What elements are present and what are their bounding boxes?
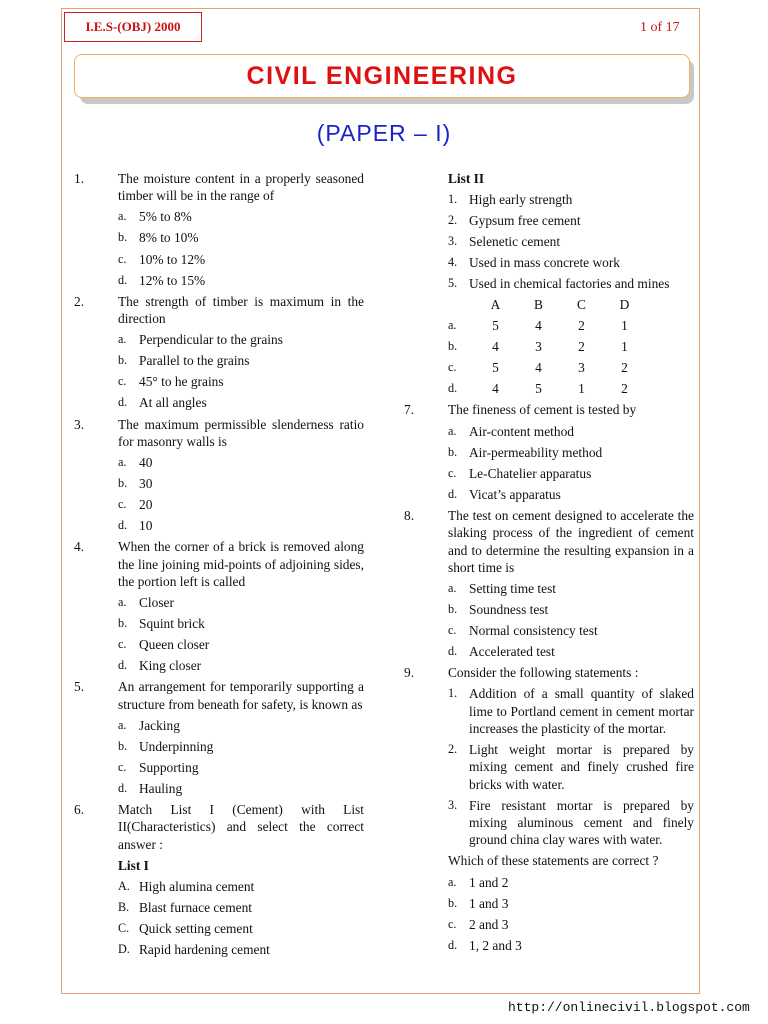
match-cell: 2 (578, 338, 585, 354)
question-number: 4. (74, 539, 85, 555)
option-text: 30 (139, 476, 153, 492)
option-text: Setting time test (469, 580, 557, 596)
match-spacer (448, 296, 474, 313)
option-text: King closer (139, 658, 202, 674)
match-cell: 5 (535, 381, 542, 397)
option (118, 759, 364, 776)
match-row-label: a. (448, 317, 457, 332)
option (118, 594, 364, 611)
question (404, 401, 694, 418)
option (118, 615, 364, 632)
question-block (74, 538, 364, 674)
match-cell: 3 (535, 338, 542, 354)
option-text: Air-permeability method (469, 444, 603, 460)
list-2-item-label: 2. (448, 213, 458, 228)
question-number: 1. (74, 171, 85, 186)
option (448, 465, 694, 482)
option-label: d. (448, 937, 458, 952)
option (448, 601, 694, 618)
match-row (448, 380, 694, 397)
question (404, 664, 694, 681)
option-text: Supporting (139, 759, 199, 775)
option-label: a. (118, 209, 127, 224)
option-text: 12% to 15% (139, 272, 206, 288)
question (74, 538, 364, 590)
option (118, 636, 364, 653)
option-label: b. (118, 616, 128, 631)
option (118, 373, 364, 390)
question-text: Match List I (Cement) with List II(Characteristics) and select the correct answer : (118, 802, 364, 852)
option (448, 874, 694, 891)
option (118, 208, 364, 225)
list-2-item-label: 4. (448, 255, 458, 270)
option-label: c. (448, 623, 457, 638)
option (448, 685, 694, 737)
list-2-item-text: Selenetic cement (469, 234, 561, 250)
option (118, 229, 364, 246)
match-row-label: d. (448, 381, 458, 396)
question-text: An arrangement for temporarily supporting a structure from beneath for safety, is known as (118, 679, 364, 712)
option-label: b. (448, 601, 458, 616)
list-2-item (448, 233, 694, 250)
match-col-head: C (577, 296, 586, 312)
option-label: c. (118, 637, 127, 652)
question-block (404, 401, 694, 503)
option (448, 622, 694, 639)
option-text: Perpendicular to the grains (139, 332, 283, 348)
question-number: 5. (74, 679, 85, 695)
question-number: 2. (74, 293, 85, 309)
option (118, 780, 364, 797)
list-1-item-text: Quick setting cement (139, 921, 253, 937)
match-cell: 3 (578, 360, 585, 376)
option-label: 3. (448, 797, 458, 812)
question (74, 170, 364, 205)
option-label: c. (448, 465, 457, 480)
option-text: Light weight mortar is prepared by mixing cement and finely crushed fire bricks with water. (469, 742, 694, 792)
match-cell: 2 (621, 360, 628, 376)
list-2-item (448, 212, 694, 229)
list-2-item-label: 3. (448, 234, 458, 249)
question-text: The strength of timber is maximum in the direction (118, 293, 364, 327)
question-block (74, 293, 364, 412)
option-label: 1. (448, 686, 458, 701)
question (74, 293, 364, 328)
option-label: a. (448, 423, 457, 438)
option-text: Le-Chatelier apparatus (469, 465, 592, 481)
option-label: a. (118, 332, 127, 347)
option (118, 657, 364, 674)
footer-url: http://onlinecivil.blogspot.com (508, 1000, 750, 1015)
question (74, 416, 364, 451)
option (448, 486, 694, 503)
option-text: Addition of a small quantity of slaked lime to Portland cement in cement mortar increases the plasticity of the mortar. (469, 686, 694, 736)
option-label: c. (118, 374, 127, 389)
left-column (74, 170, 364, 958)
option (448, 937, 694, 954)
option-label: b. (118, 230, 128, 245)
list-1-title: List I (118, 857, 149, 873)
list-2-item-text: High early strength (469, 192, 573, 208)
option-text: 5% to 8% (139, 209, 192, 225)
list-1-item-text: High alumina cement (139, 878, 255, 894)
option (118, 517, 364, 534)
match-cell: 4 (535, 360, 542, 376)
list-2-item-label: 1. (448, 192, 458, 207)
option-label: d. (118, 781, 128, 796)
option (448, 797, 694, 849)
list-1-item-label: A. (118, 878, 130, 893)
option (118, 496, 364, 513)
list-1-item-label: B. (118, 900, 130, 914)
match-cell: 5 (492, 360, 499, 376)
question-block (74, 678, 364, 797)
option (448, 444, 694, 461)
list-2-item-label: 5. (448, 276, 458, 291)
option (118, 352, 364, 369)
question-number: 3. (74, 416, 85, 432)
list-1-item-text: Rapid hardening cement (139, 942, 270, 958)
match-row-label: b. (448, 338, 458, 353)
question-block (74, 170, 364, 289)
option (448, 423, 694, 440)
question-block (404, 507, 694, 661)
option (118, 251, 364, 268)
match-cell: 2 (621, 381, 628, 397)
match-col-head: B (534, 296, 543, 312)
option (118, 475, 364, 492)
option-label: d. (118, 658, 128, 673)
list-2-item-text: Used in mass concrete work (469, 255, 620, 271)
option-label: c. (118, 759, 127, 774)
option-text: Vicat’s apparatus (469, 486, 561, 502)
list-1-item (118, 899, 364, 916)
title-banner: CIVIL ENGINEERING (74, 54, 690, 98)
option (118, 717, 364, 734)
option-text: Soundness test (469, 601, 549, 617)
option-text: 8% to 10% (139, 230, 199, 246)
option-text: Hauling (139, 781, 183, 797)
list-2-item-text: Gypsum free cement (469, 213, 581, 229)
question-text: When the corner of a brick is removed along the line joining mid-points of adjoining sides, the portion left is called (118, 539, 364, 589)
option-text: 20 (139, 497, 153, 513)
option-label: d. (118, 518, 128, 533)
option-label: d. (118, 395, 128, 410)
option-label: b. (118, 738, 128, 753)
exam-tag: I.E.S-(OBJ) 2000 (64, 12, 202, 42)
option-text: Squint brick (139, 616, 205, 632)
question-block (74, 416, 364, 535)
option-text: Jacking (139, 717, 180, 733)
option-label: c. (448, 916, 457, 931)
list-1-item (118, 878, 364, 895)
list-2-item (448, 254, 694, 271)
question (74, 678, 364, 713)
question-number: 6. (74, 802, 85, 818)
option-label: a. (448, 874, 457, 889)
option-text: 10 (139, 518, 153, 534)
option-label: d. (118, 272, 128, 287)
match-row-label: c. (448, 360, 457, 375)
question-block (404, 664, 694, 848)
option (448, 580, 694, 597)
question-text: Consider the following statements : (448, 665, 639, 681)
match-cell: 4 (535, 317, 542, 333)
option-text: Underpinning (139, 738, 214, 754)
option-text: Closer (139, 594, 174, 610)
option (118, 331, 364, 348)
option (448, 741, 694, 793)
option-text: 10% to 12% (139, 251, 206, 267)
right-column (404, 170, 694, 954)
match-row (448, 338, 694, 355)
option-label: a. (448, 580, 457, 595)
option-label: d. (448, 486, 458, 501)
option-label: b. (118, 353, 128, 368)
list-2-title: List II (448, 171, 485, 186)
option-label: d. (448, 644, 458, 659)
list-1-item-text: Blast furnace cement (139, 900, 253, 915)
page-number: 1 of 17 (640, 20, 680, 35)
list-1-item (118, 941, 364, 958)
option (118, 738, 364, 755)
match-col-head: D (619, 296, 630, 312)
option-text: Fire resistant mortar is prepared by mixing aluminous cement and finely ground china clay wares with water. (469, 797, 694, 848)
option (118, 272, 364, 289)
option (448, 916, 694, 933)
option-label: c. (118, 497, 127, 512)
option-text: 1 and 2 (469, 874, 509, 890)
list-2-item (448, 191, 694, 208)
match-row (448, 359, 694, 376)
list-1-item-label: C. (118, 921, 130, 936)
option-text: At all angles (139, 395, 207, 411)
question-number: 8. (404, 507, 415, 523)
question-text: The moisture content in a properly seasoned timber will be in the range of (118, 171, 364, 204)
match-cell: 1 (621, 338, 628, 354)
option (448, 895, 694, 912)
paper-subtitle: (PAPER – I) (316, 120, 452, 146)
question (74, 801, 364, 853)
option-text: 40 (139, 454, 153, 470)
question-text: The fineness of cement is tested by (448, 402, 637, 418)
option (118, 394, 364, 411)
match-cell: 2 (578, 317, 585, 333)
option-label: b. (448, 444, 458, 459)
option (118, 454, 364, 471)
question-block (74, 801, 364, 853)
option-text: 45° to he grains (139, 374, 224, 390)
match-cell: 5 (492, 317, 499, 333)
option-text: Air-content method (469, 423, 574, 439)
option-label: c. (118, 251, 127, 266)
option-text: Parallel to the grains (139, 353, 250, 369)
list-2-item (448, 275, 694, 292)
question-number: 9. (404, 665, 415, 681)
option-label: b. (118, 476, 128, 491)
question-text: The maximum permissible slenderness ratio for masonry walls is (118, 416, 364, 449)
option-label: a. (118, 594, 127, 609)
option-label: a. (118, 717, 127, 732)
option-text: 2 and 3 (469, 916, 509, 932)
option-text: 1 and 3 (469, 895, 509, 911)
question (404, 507, 694, 576)
match-cell: 4 (492, 381, 499, 397)
match-col-head: A (490, 296, 501, 312)
option-label: a. (118, 454, 127, 469)
option-text: Normal consistency test (469, 623, 598, 639)
match-row (448, 317, 694, 334)
match-cell: 1 (578, 381, 585, 397)
option-text: 1, 2 and 3 (469, 937, 522, 953)
list-1-item (118, 920, 364, 937)
list-2-item-text: Used in chemical factories and mines (469, 276, 670, 292)
q9-prompt: Which of these statements are correct ? (448, 853, 659, 869)
option-label: 2. (448, 742, 458, 757)
option-text: Accelerated test (469, 644, 555, 660)
question-number: 7. (404, 402, 415, 418)
match-cell: 1 (621, 317, 628, 333)
option (448, 643, 694, 660)
question-text: The test on cement designed to accelerate the slaking process of the ingredient of cement and to determine the resulting expansion in a short time is (448, 507, 694, 575)
option-text: Queen closer (139, 637, 210, 653)
match-header (448, 296, 694, 313)
option-label: b. (448, 895, 458, 910)
match-cell: 4 (492, 338, 499, 354)
list-1-item-label: D. (118, 942, 130, 957)
